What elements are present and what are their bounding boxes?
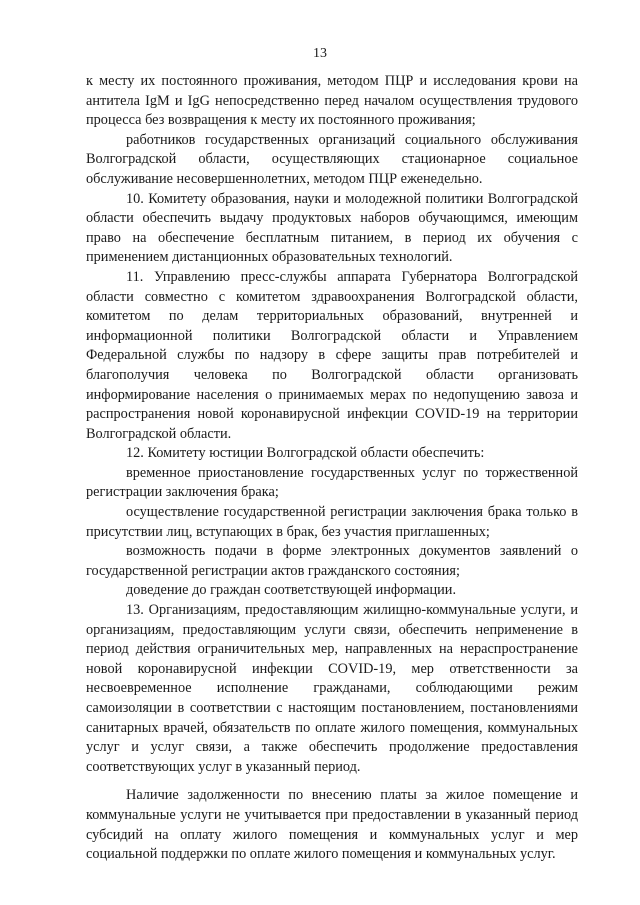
page-number: 13 bbox=[313, 46, 327, 61]
paragraph-item-11: 11. Управлению пресс-службы аппарата Губернатора Волгоградской области совместно с комитетом здравоохранения Волгоградской области, комитетом по делам территориальных образований, внутренней и информационной политики Волгоградской области и Управлением Федеральной службы по надзору в сфере защиты прав потребителей и благополучия человека по Волгоградской области организовать информирование населения о принимаемых мерах по недопущению завоза и распространения новой коронавирусной инфекции COVID-19 на территории Волгоградской области. bbox=[86, 268, 578, 442]
paragraph-item-12-registration: осуществление государственной регистрации заключения брака только в присутствии лиц, вступающих в брак, без участия приглашенных; bbox=[86, 504, 578, 540]
paragraph-item-13: 13. Организациям, предоставляющим жилищно-коммунальные услуги, и организациям, предоставляющим услуги связи, обеспечить неприменение в период действия ограничительных мер, направленных на нераспространение новой коронавирусной инфекции COVID-19, мер ответственности за несвоевременное исполнение гражданами, соблюдающими режим самоизоляции в соответствии с настоящим постановлением, постановлениями санитарных врачей, обязательств по оплате жилого помещения, коммунальных услуг и услуг связи, а также обеспечить продолжение предоставления соответствующих услуг в указанный период. bbox=[86, 602, 578, 775]
document-body bbox=[86, 72, 578, 865]
paragraph-item-12-electronic: возможность подачи в форме электронных документов заявлений о государственной регистрации актов гражданского состояния; bbox=[86, 543, 578, 579]
paragraph-item-12: 12. Комитету юстиции Волгоградской области обеспечить: bbox=[126, 445, 485, 462]
paragraph-debt-note: Наличие задолженности по внесению платы за жилое помещение и коммунальные услуги не учитывается при предоставлении в указанный период субсидий на оплату жилого помещения и коммунальных услуг и мер социальной поддержки по оплате жилого помещения и коммунальных услуг. bbox=[86, 787, 578, 863]
paragraph-item-12-suspension: временное приостановление государственных услуг по торжественной регистрации заключения брака; bbox=[86, 464, 578, 501]
paragraph-item-10: 10. Комитету образования, науки и молодежной политики Волгоградской области обеспечить выдачу продуктовых наборов обучающимся, имеющим право на обеспечение бесплатным питанием, в период их обучения с применением дистанционных образовательных технологий. bbox=[86, 190, 578, 266]
paragraph-social-workers: работников государственных организаций социального обслуживания Волгоградской области, осуществляющих стационарное социальное обслуживание несовершеннолетних, методом ПЦР еженедельно. bbox=[86, 131, 578, 187]
paragraph-item-12-information: доведение до граждан соответствующей информации. bbox=[126, 582, 457, 599]
paragraph-testing-continuation: к месту их постоянного проживания, методом ПЦР и исследования крови на антитела IgM и IgG непосредственно перед началом осуществления трудового процесса без возвращения к месту их постоянного проживания; bbox=[86, 73, 578, 129]
